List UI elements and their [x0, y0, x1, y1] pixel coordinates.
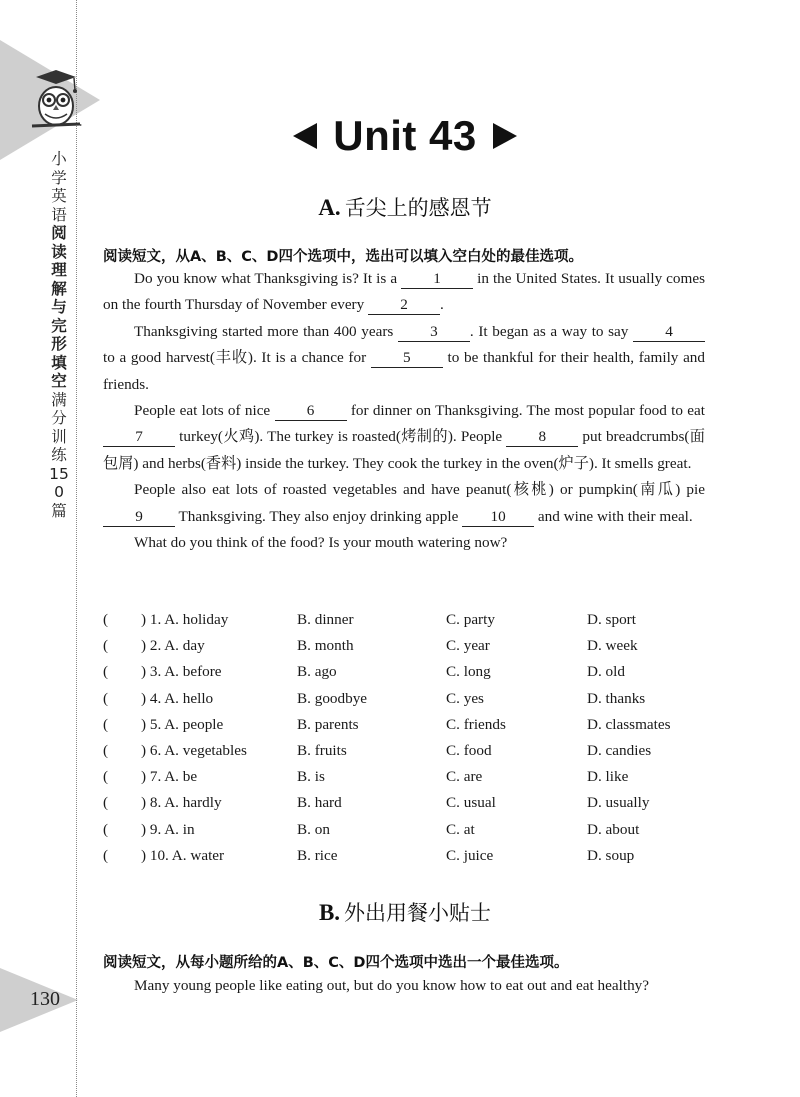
- answer-blank[interactable]: 10: [462, 508, 534, 527]
- option-b: B. on: [297, 820, 330, 838]
- option-a: ) 1. A. holiday: [141, 611, 229, 628]
- passage-text: to a good harvest(丰收). It is a chance for: [103, 349, 371, 367]
- answer-blank[interactable]: 2: [368, 296, 440, 315]
- option-d: D. thanks: [587, 689, 646, 707]
- passage-paragraph: [103, 530, 705, 556]
- question-row: [103, 817, 713, 843]
- option-b: B. month: [297, 637, 354, 655]
- answer-blank[interactable]: 1: [401, 270, 473, 289]
- question-row: [103, 790, 713, 816]
- option-b: B. dinner: [297, 611, 354, 628]
- option-c: C. food: [446, 741, 492, 759]
- answer-bracket[interactable]: (: [103, 768, 109, 786]
- option-c: C. long: [446, 663, 491, 681]
- option-d: D. classmates: [587, 715, 671, 733]
- section-b-instruction: 阅读短文，从每小题所给的A、B、C、D四个选项中选出一个最佳选项。: [103, 955, 569, 971]
- passage-text: turkey(火鸡). The turkey is roasted(烤制的). People: [175, 428, 507, 446]
- right-triangle-icon: [493, 123, 517, 149]
- passage-text: .: [440, 296, 444, 314]
- answer-bracket[interactable]: (: [103, 741, 109, 759]
- question-row: [103, 686, 713, 712]
- question-row: [103, 607, 713, 633]
- option-c: C. at: [446, 820, 475, 838]
- question-row: [103, 843, 713, 869]
- passage-text: People eat lots of nice: [134, 402, 275, 420]
- answer-bracket[interactable]: (: [103, 820, 109, 838]
- passage-paragraph: [103, 266, 705, 319]
- section-a-instruction: 阅读短文，从A、B、C、D四个选项中，选出可以填入空白处的最佳选项。: [103, 249, 583, 265]
- option-d: D. old: [587, 663, 625, 681]
- option-a: ) 4. A. hello: [141, 689, 214, 707]
- option-b: B. is: [297, 768, 325, 786]
- margin-dotted-line: [76, 0, 77, 1097]
- option-a: ) 8. A. hardly: [141, 794, 222, 812]
- answer-blank[interactable]: 3: [398, 323, 470, 342]
- question-row: [103, 712, 713, 738]
- answer-blank[interactable]: 4: [633, 323, 705, 342]
- option-c: C. juice: [446, 846, 494, 864]
- answer-bracket[interactable]: (: [103, 689, 109, 707]
- passage-text: Thanksgiving. They also enjoy drinking apple: [175, 507, 463, 525]
- answer-blank[interactable]: 8: [506, 428, 578, 447]
- passage-paragraph: [103, 398, 705, 477]
- passage-text: What do you think of the food? Is your mouth watering now?: [134, 534, 508, 552]
- answer-bracket[interactable]: (: [103, 715, 109, 733]
- option-d: D. about: [587, 820, 640, 838]
- option-a: ) 6. A. vegetables: [141, 741, 247, 759]
- question-row: [103, 738, 713, 764]
- question-row: [103, 633, 713, 659]
- answer-bracket[interactable]: (: [103, 846, 109, 864]
- option-d: D. usually: [587, 794, 650, 812]
- option-c: C. year: [446, 637, 490, 655]
- option-d: D. candies: [587, 741, 652, 759]
- option-b: B. parents: [297, 715, 359, 733]
- passage-text: Do you know what Thanksgiving is? It is a: [134, 270, 402, 287]
- option-d: D. like: [587, 768, 629, 786]
- section-b-title: B. 外出用餐小贴士: [318, 900, 492, 925]
- owl-mascot-icon: [30, 68, 82, 132]
- option-a: ) 7. A. be: [141, 768, 198, 786]
- left-triangle-icon: [293, 123, 317, 149]
- option-a: ) 9. A. in: [141, 820, 195, 838]
- option-a: ) 10. A. water: [141, 846, 225, 864]
- passage-text: and wine with their meal.: [534, 507, 693, 525]
- option-c: C. friends: [446, 715, 506, 733]
- passage-text: People also eat lots of roasted vegetables and have peanut(核桃) or pumpkin(南瓜) pie: [134, 481, 705, 499]
- section-a-title: A. 舌尖上的感恩节: [318, 195, 492, 220]
- passage-paragraph: [103, 319, 705, 398]
- answer-bracket[interactable]: (: [103, 611, 109, 628]
- answer-blank[interactable]: 9: [103, 508, 175, 527]
- option-d: D. soup: [587, 846, 635, 864]
- book-series-title: 小学英语阅读理解与完形填空满分训练150篇: [49, 150, 69, 520]
- answer-blank[interactable]: 5: [371, 349, 443, 368]
- option-c: C. usual: [446, 794, 496, 812]
- option-b: B. rice: [297, 846, 338, 864]
- answer-bracket[interactable]: (: [103, 794, 109, 812]
- passage-text: for dinner on Thanksgiving. The most popular food to eat: [346, 402, 705, 420]
- option-d: D. sport: [587, 611, 636, 628]
- passage-text: in the United States. It usually comes on the fourth Thursday of November every: [103, 270, 705, 314]
- answer-blank[interactable]: 6: [275, 402, 347, 421]
- option-b: B. fruits: [297, 741, 347, 759]
- page-number: 130: [30, 988, 60, 1010]
- option-b: B. hard: [297, 794, 342, 812]
- section-a-passage: [103, 266, 705, 556]
- question-row: [103, 764, 713, 790]
- unit-title: Unit 43: [100, 112, 710, 160]
- passage-text: to be thankful for their health, family and friends.: [103, 349, 705, 393]
- option-b: B. ago: [297, 663, 337, 681]
- option-d: D. week: [587, 637, 638, 655]
- option-a: ) 3. A. before: [141, 663, 222, 681]
- option-a: ) 5. A. people: [141, 715, 224, 733]
- passage-paragraph: [103, 477, 705, 530]
- passage-text: Thanksgiving started more than 400 years: [134, 322, 398, 340]
- passage-text: . It began as a way to say: [469, 322, 633, 340]
- option-b: B. goodbye: [297, 689, 368, 707]
- answer-bracket[interactable]: (: [103, 637, 109, 655]
- answer-bracket[interactable]: (: [103, 663, 109, 681]
- question-row: [103, 659, 713, 685]
- option-c: C. yes: [446, 689, 484, 707]
- section-b-first-line: Many young people like eating out, but do you know how to eat out and eat healthy?: [134, 977, 649, 994]
- answer-blank[interactable]: 7: [103, 428, 175, 447]
- option-c: C. party: [446, 611, 495, 628]
- section-a-options: [103, 607, 713, 869]
- passage-text: put breadcrumbs(面包屑) and herbs(香料) inside the turkey. They cook the turkey in the oven(炉子). It smells great.: [103, 428, 705, 472]
- option-a: ) 2. A. day: [141, 637, 205, 655]
- option-c: C. are: [446, 768, 483, 786]
